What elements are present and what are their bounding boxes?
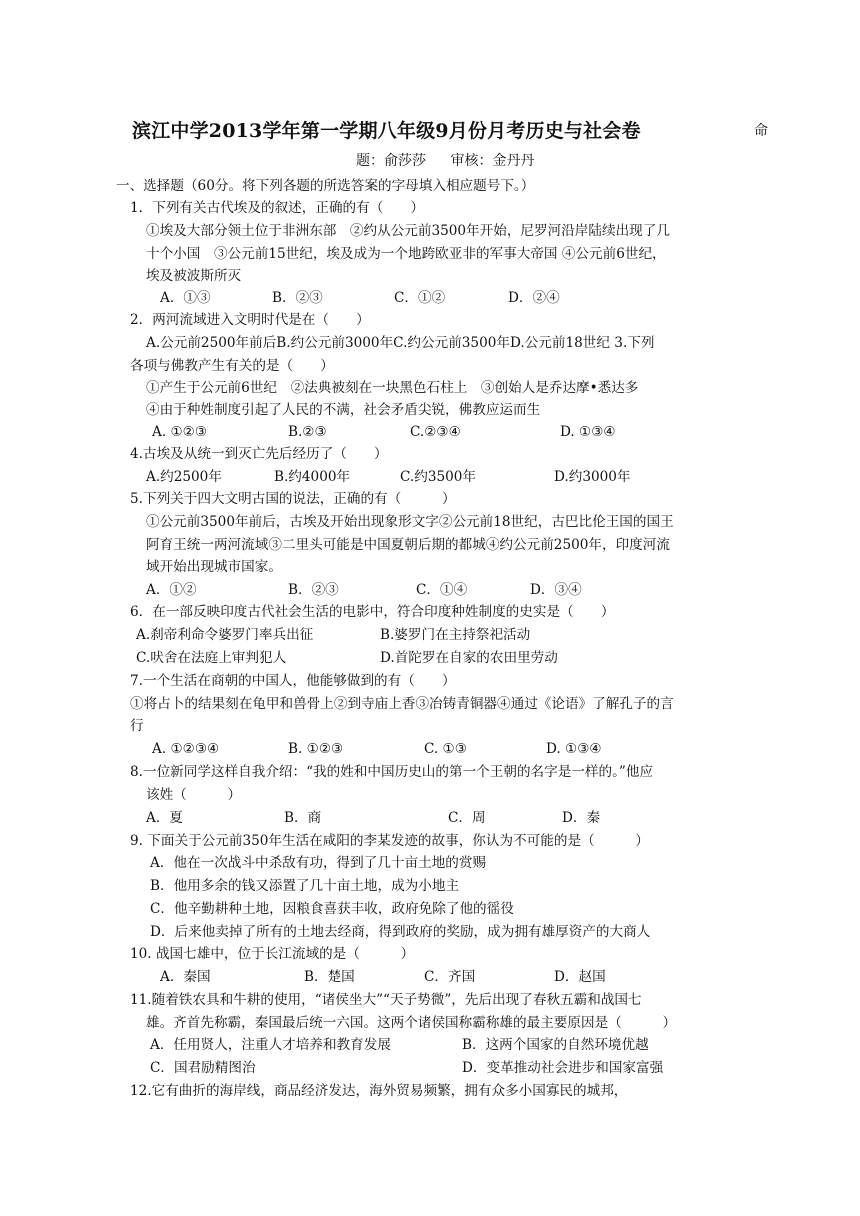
- author-line: [356, 150, 554, 170]
- option-a: A．秦国: [160, 969, 211, 985]
- option-a: A．①③: [160, 290, 211, 306]
- option-c: C．他辛勤耕种土地，因粮食喜获丰收，政府免除了他的徭役: [150, 901, 514, 917]
- question-2-options: A.公元前2500年前后B.约公元前3000年C.约公元前3500年D.公元前18世纪 3.下列: [146, 335, 655, 351]
- option-b: B．楚国: [304, 969, 355, 985]
- option-b: B.约4000年: [274, 469, 351, 485]
- question-1-line: 埃及被波斯所灭: [146, 268, 242, 284]
- option-d: D．②④: [508, 290, 560, 306]
- question-10-options: [0, 967, 860, 987]
- option-c: C．周: [448, 810, 486, 826]
- option-c: C．齐国: [424, 969, 476, 985]
- question-11-line: 雄。齐首先称霸，秦国最后统一六国。这两个诸侯国称霸称雄的最主要原因是（ ）: [146, 1015, 677, 1031]
- question-4-stem: 4.古埃及从统一到灭亡先后经历了（ ）: [130, 446, 388, 462]
- option-a: A．任用贤人，注重人才培养和教育发展: [150, 1037, 391, 1053]
- option-d: D. ①③④: [546, 741, 602, 757]
- question-2-stem: 2．两河流域进入文明时代是在（ ）: [130, 312, 370, 328]
- option-b: B．商: [284, 810, 322, 826]
- option-d: D．赵国: [554, 969, 606, 985]
- option-b: B．这两个国家的自然环境优越: [462, 1037, 649, 1053]
- question-10-stem: 10. 战国七雄中，位于长江流域的是（ ）: [130, 946, 415, 962]
- question-7-line: ①将占卜的结果刻在龟甲和兽骨上②到寺庙上香③冶铸青铜器④通过《论语》了解孔子的言: [130, 696, 674, 712]
- option-a: A.约2500年: [146, 469, 222, 485]
- question-7-stem: 7.一个生活在商朝的中国人，他能够做到的有（ ）: [130, 673, 456, 689]
- question-4-options: [0, 467, 860, 487]
- exam-title: 滨江中学2013学年第一学期八年级9月份月考历史与社会卷: [132, 120, 641, 142]
- option-a: A．夏: [146, 810, 184, 826]
- option-c: C．①④: [416, 582, 468, 598]
- question-8-stem: 8.一位新同学这样自我介绍：“我的姓和中国历史山的第一个王朝的名字是一样的。”他应: [130, 764, 654, 780]
- section-heading: 一、选择题（60分。将下列各题的所选答案的字母填入相应题号下。）: [116, 178, 535, 194]
- question-5-stem: 5.下列关于四大文明古国的说法，正确的有（ ）: [130, 491, 456, 507]
- option-d: D.约3000年: [554, 469, 631, 485]
- option-a: A. ①②③④: [152, 741, 220, 757]
- question-12-stem: 12.它有曲折的海岸线，商品经济发达，海外贸易频繁，拥有众多小国寡民的城邦，: [130, 1083, 628, 1099]
- question-1-line: ①埃及大部分领土位于非洲东部 ②约从公元前3500年开始，尼罗河沿岸陆续出现了几: [146, 223, 670, 239]
- question-3-options: [0, 422, 860, 442]
- question-7-line: 行: [130, 718, 144, 734]
- option-a: A．他在一次战斗中杀敌有功，得到了几十亩土地的赏赐: [150, 855, 487, 871]
- question-3-line: ①产生于公元前6世纪 ②法典被刻在一块黑色石柱上 ③创始人是乔达摩•悉达多: [146, 380, 639, 396]
- option-a: A. ①②③: [152, 424, 208, 440]
- option-c: C.约3500年: [400, 469, 477, 485]
- question-11-options-row2: [0, 1058, 860, 1078]
- question-5-line: 域开始出现城市国家。: [146, 559, 282, 575]
- question-1-stem: 1．下列有关古代埃及的叙述，正确的有（ ）: [130, 200, 425, 216]
- question-6-options-row1: [0, 625, 860, 645]
- question-7-options: [0, 739, 860, 759]
- question-11-stem: 11.随着铁农具和牛耕的使用，“诸侯坐大”“天子势微”，先后出现了春秋五霸和战国七: [130, 992, 642, 1008]
- option-b: B．他用多余的钱又添置了几十亩土地，成为小地主: [150, 878, 460, 894]
- question-3-line: 各项与佛教产生有关的是（ ）: [130, 358, 334, 374]
- question-8-line: 该姓（ ）: [146, 787, 242, 803]
- question-1-options: [0, 288, 860, 308]
- question-1-line: 十个小国 ③公元前15世纪，埃及成为一个地跨欧亚非的军事大帝国 ④公元前6世纪，: [146, 246, 666, 262]
- option-d: D.首陀罗在自家的农田里劳动: [380, 650, 558, 666]
- option-b: B.婆罗门在主持祭祀活动: [380, 627, 531, 643]
- option-c: C.吠舍在法庭上审判犯人: [136, 650, 287, 666]
- question-5-options: [0, 580, 860, 600]
- option-b: B．②③: [272, 290, 323, 306]
- title-tail-text: 命: [754, 123, 768, 139]
- option-d: D．变革推动社会进步和国家富强: [462, 1060, 664, 1076]
- question-8-options: [0, 808, 860, 828]
- option-a: A.刹帝利命令婆罗门率兵出征: [136, 627, 314, 643]
- option-d: D．后来他卖掉了所有的土地去经商，得到政府的奖励，成为拥有雄厚资产的大商人: [150, 924, 651, 940]
- question-6-options-row2: [0, 648, 860, 668]
- option-c: C. ①③: [424, 741, 467, 757]
- option-a: A．①②: [146, 582, 197, 598]
- option-d: D．③④: [530, 582, 582, 598]
- question-11-options-row1: [0, 1035, 860, 1055]
- author-text: 题：俞莎莎: [356, 153, 426, 169]
- question-5-line: 阿育王统一两河流域③二里头可能是中国夏朝后期的都城④约公元前2500年，印度河流: [146, 537, 670, 553]
- question-6-stem: 6．在一部反映印度古代社会生活的电影中，符合印度种姓制度的史实是（ ）: [130, 604, 615, 620]
- option-c: C．国君励精图治: [150, 1060, 256, 1076]
- option-b: B．②③: [288, 582, 339, 598]
- question-5-line: ①公元前3500年前后，古埃及开始出现象形文字②公元前18世纪，古巴比伦王国的国王: [146, 514, 674, 530]
- option-c: C．①②: [394, 290, 446, 306]
- reviewer-text: 审核：金丹丹: [450, 153, 535, 169]
- option-c: C.②③④: [410, 424, 461, 440]
- option-b: B.②③: [288, 424, 327, 440]
- question-9-stem: 9. 下面关于公元前350年生活在咸阳的李某发迹的故事，你认为不可能的是（ ）: [130, 833, 650, 849]
- question-3-line: ④由于种姓制度引起了人民的不满，社会矛盾尖锐，佛教应运而生: [146, 402, 541, 418]
- option-b: B. ①②③: [288, 741, 344, 757]
- option-d: D. ①③④: [560, 424, 616, 440]
- option-d: D．秦: [562, 810, 601, 826]
